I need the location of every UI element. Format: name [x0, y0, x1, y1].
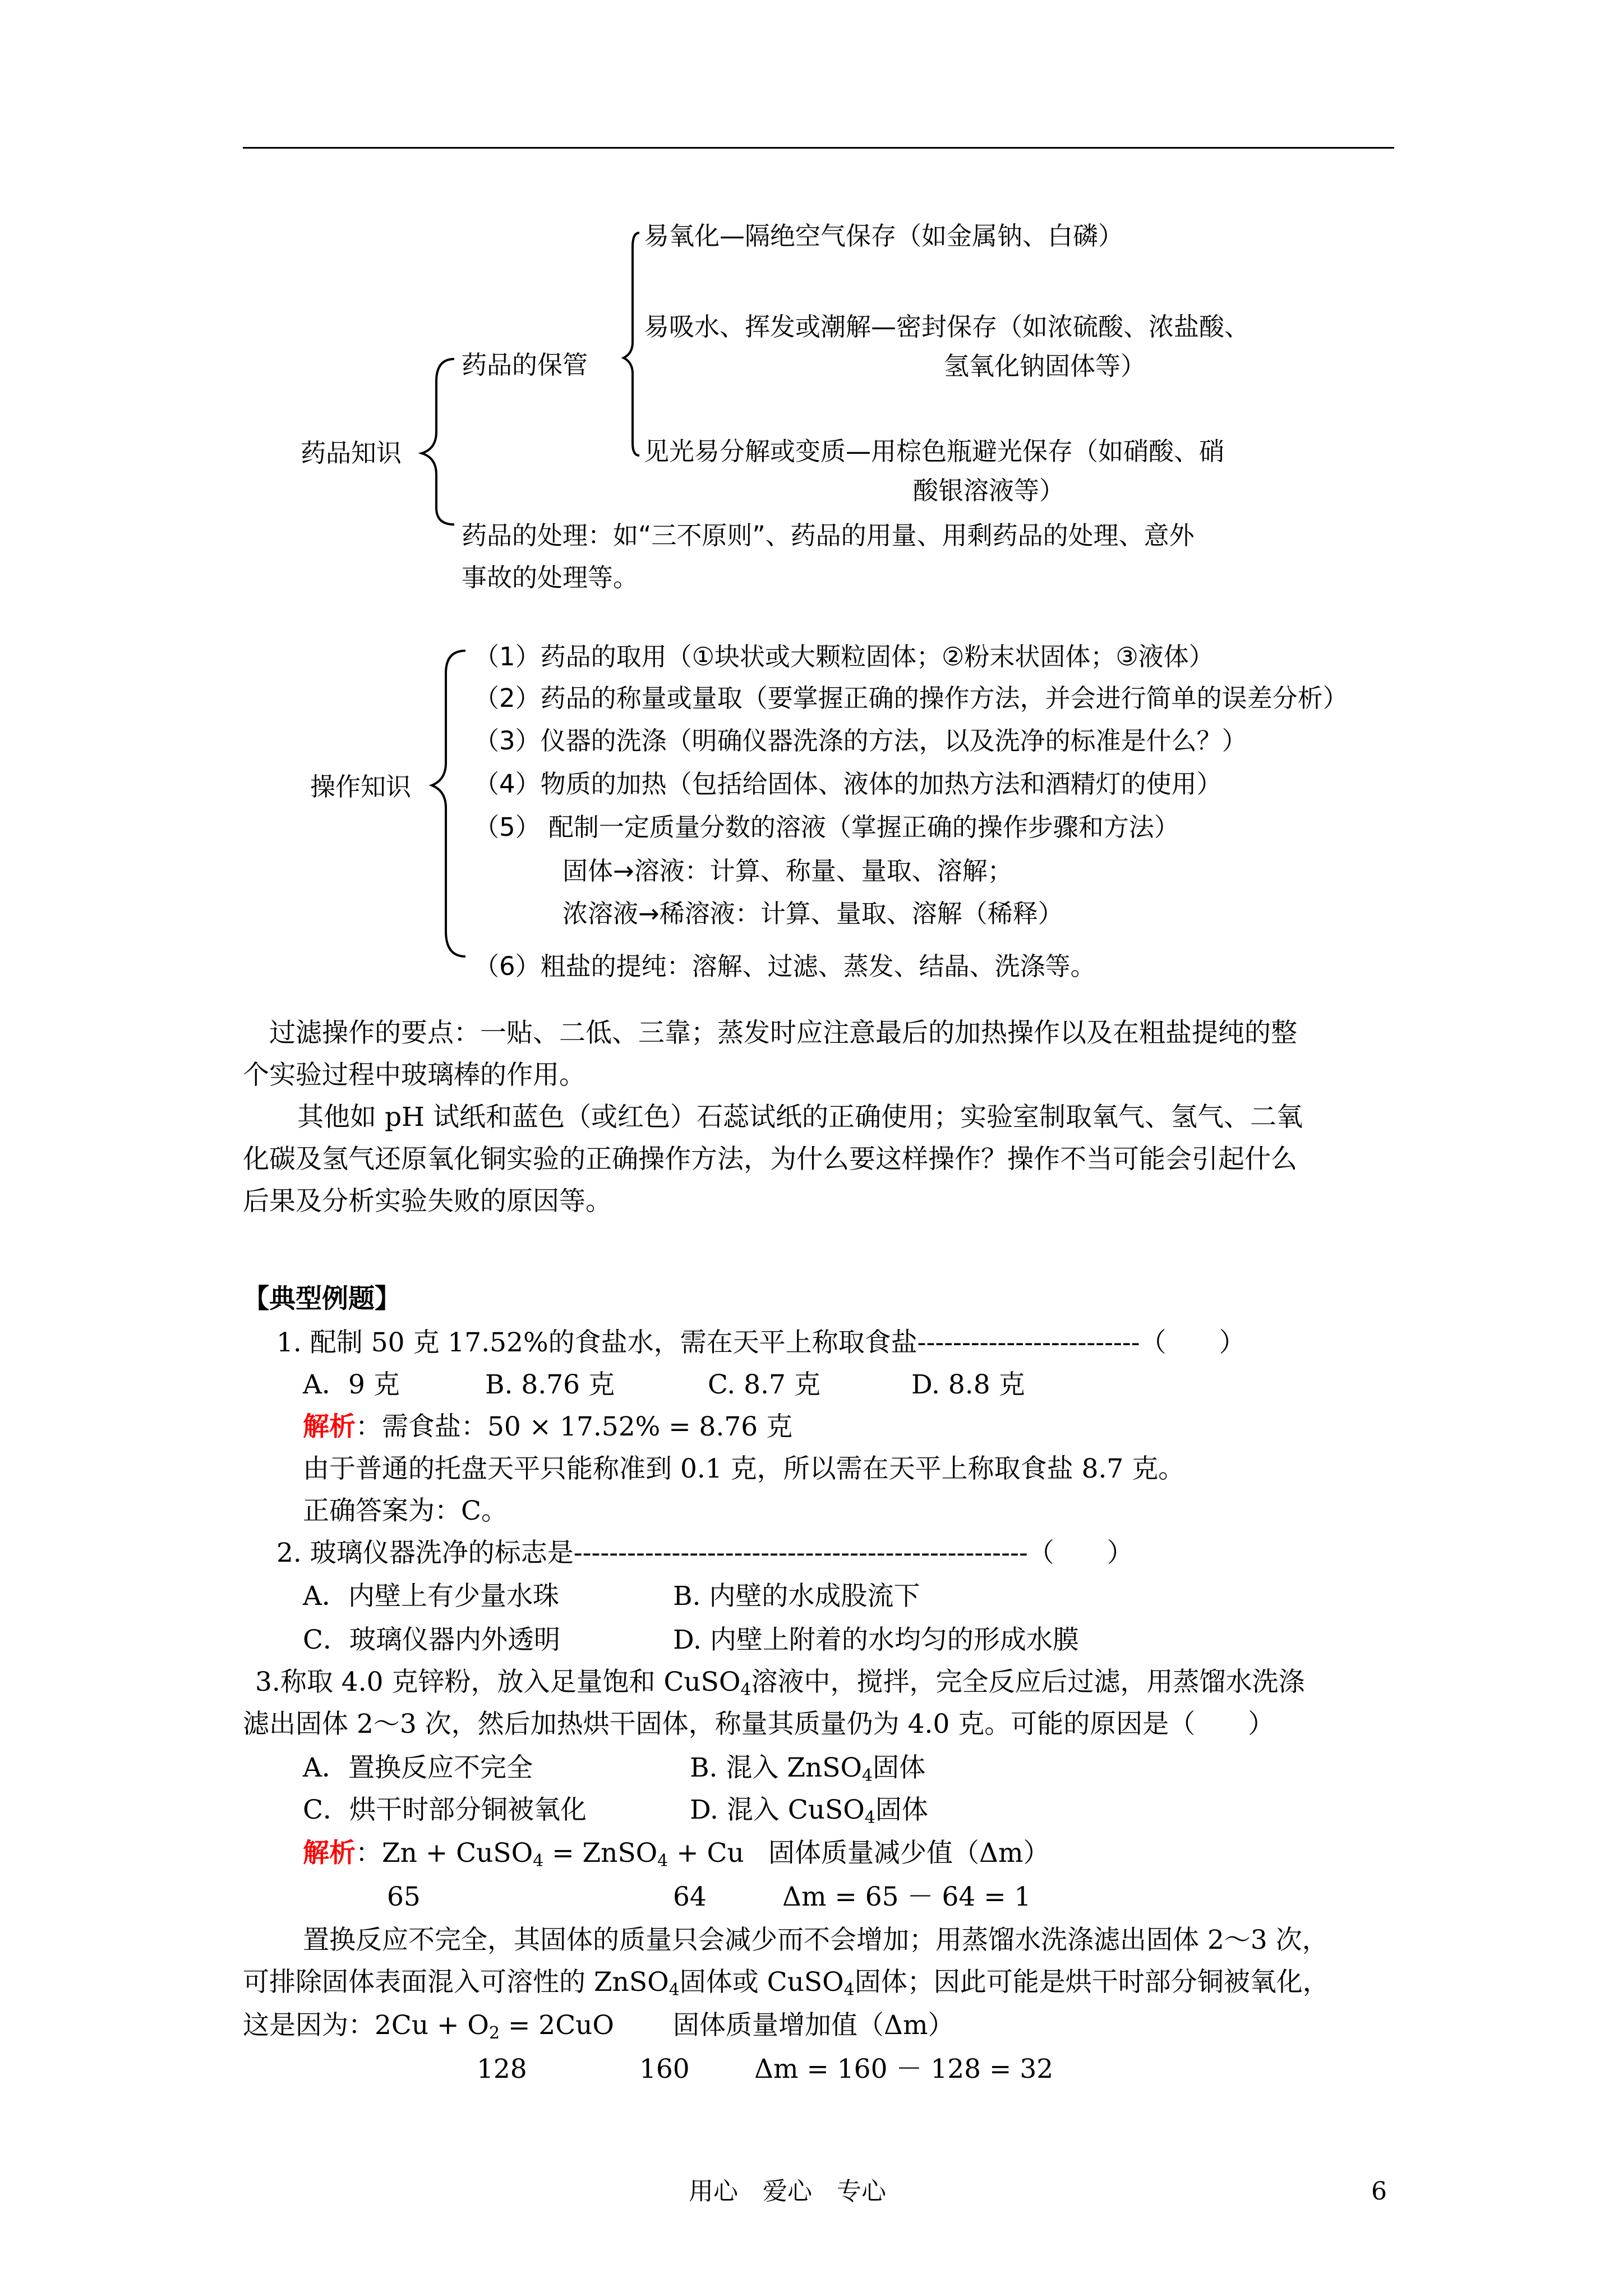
q1-analysis: 解析：需食盐：50 × 17.52% = 8.76 克: [303, 1411, 793, 1442]
q3-para-line1: 置换反应不完全，其固体的质量只会减少而不会增加；用蒸馏水洗涤滤出固体 2～3 次，: [303, 1925, 1329, 1955]
q3-option-c: C．烘干时部分铜被氧化: [303, 1795, 587, 1825]
page-number: 6: [1371, 2177, 1387, 2206]
inner-brace-1: [624, 233, 639, 455]
op-item-3: （3）仪器的洗涤（明确仪器洗涤的方法，以及洗净的标准是什么？）: [474, 726, 1247, 756]
op-item-1: （1）药品的取用（①块状或大颗粒固体；②粉末状固体；③液体）: [474, 642, 1214, 671]
q3-para-note: 固体质量增加值（Δm）: [673, 2010, 955, 2041]
op-item-4: （4）物质的加热（包括给固体、液体的加热方法和酒精灯的使用）: [474, 769, 1222, 799]
para1-line1: 过滤操作的要点：一贴、二低、三靠；蒸发时应注意最后的加热操作以及在粗盐提纯的整: [269, 1018, 1297, 1048]
storage-label: 药品的保管: [462, 350, 588, 380]
q3-para-line2: 可排除固体表面混入可溶性的 ZnSO$_4$固体或 CuSO$_4$固体；因此可能是烘干时部分铜被氧化，: [243, 1967, 1329, 2000]
op-item-5a: 固体→溶液：计算、称量、量取、溶解；: [562, 856, 1013, 886]
q2-option-a: A．内壁上有少量水珠: [303, 1581, 559, 1612]
para2-line2: 化碳及氢气还原氧化铜实验的正确操作方法，为什么要这样操作？操作不当可能会引起什么: [243, 1144, 1297, 1175]
q1-analysis-line2: 由于普通的托盘天平只能称准到 0.1 克，所以需在天平上称取食盐 8.7 克。: [303, 1453, 1185, 1484]
q3-num-65: 65: [387, 1881, 421, 1912]
q3-delta-1: Δm = 65 － 64 = 1: [782, 1881, 1031, 1912]
para2-line1: 其他如 pH 试纸和蓝色（或红色）石蕊试纸的正确使用；实验室制取氧气、氢气、二氧: [297, 1102, 1303, 1133]
q3-equation: 解析：Zn + CuSO$_4$ = ZnSO$_4$ + Cu: [303, 1838, 744, 1871]
op-item-2: （2）药品的称量或量取（要掌握正确的操作方法，并会进行简单的误差分析）: [474, 683, 1348, 713]
para2-line3: 后果及分析实验失败的原因等。: [243, 1186, 612, 1217]
q3-num-160: 160: [639, 2054, 690, 2085]
op-item-5b: 浓溶液→稀溶液：计算、量取、溶解（稀释）: [562, 899, 1063, 928]
handling-line2: 事故的处理等。: [462, 563, 639, 592]
q1-option-d: D. 8.8 克: [911, 1369, 1025, 1400]
storage-item-1: 易氧化—隔绝空气保存（如金属钠、白磷）: [644, 221, 1124, 251]
q2-stem: 2. 玻璃仪器洗净的标志是---------------------------------------------------（ ）: [276, 1538, 1133, 1568]
q1-answer: 正确答案为：C。: [303, 1496, 508, 1526]
storage-item-2-line2: 氢氧化钠固体等）: [944, 351, 1146, 381]
diagram2-root: 操作知识: [310, 772, 412, 802]
q3-eq-note: 固体质量减少值（Δm）: [768, 1838, 1050, 1869]
q3-num-128: 128: [477, 2054, 527, 2085]
q1-option-b: B. 8.76 克: [485, 1369, 615, 1400]
storage-item-3-line2: 酸银溶液等）: [913, 476, 1065, 505]
q3-option-b: B. 混入 ZnSO$_4$固体: [690, 1752, 926, 1786]
q3-option-d: D. 混入 CuSO$_4$固体: [690, 1795, 928, 1828]
para1-line2: 个实验过程中玻璃棒的作用。: [243, 1060, 585, 1091]
section-title: 【典型例题】: [243, 1283, 401, 1314]
q3-option-a: A．置换反应不完全: [303, 1752, 533, 1783]
storage-item-2-line1: 易吸水、挥发或潮解—密封保存（如浓硫酸、浓盐酸、: [644, 312, 1250, 342]
q2-option-c: C．玻璃仪器内外透明: [303, 1625, 560, 1655]
outer-brace-1: [422, 359, 454, 524]
q3-delta-32: Δm = 160 － 128 = 32: [754, 2054, 1054, 2085]
q3-stem-line2: 滤出固体 2～3 次，然后加热烘干固体，称量其质量仍为 4.0 克。可能的原因是（ ）: [243, 1709, 1275, 1740]
footer-motto: 用心 爱心 专心: [689, 2177, 886, 2206]
diagram1-root: 药品知识: [301, 438, 402, 468]
q2-option-d: D. 内壁上附着的水均匀的形成水膜: [673, 1625, 1079, 1655]
op-item-6: （6）粗盐的提纯：溶解、过滤、蒸发、结晶、洗涤等。: [474, 951, 1096, 981]
q3-para-line3: 这是因为：$2Cu + O_2 = 2CuO$: [243, 2010, 614, 2043]
q1-stem: 1. 配制 50 克 17.52%的食盐水，需在天平上称取食盐-------------------------（ ）: [276, 1327, 1246, 1358]
q3-num-64: 64: [673, 1881, 707, 1912]
analysis-label: 解析: [303, 1411, 356, 1442]
q3-stem-line1: 3.称取 4.0 克锌粉，放入足量饱和 CuSO$_4$溶液中，搅拌，完全反应后过滤，用蒸馏水洗涤: [255, 1667, 1305, 1700]
outer-brace-2: [432, 651, 465, 956]
q2-option-b: B. 内壁的水成股流下: [673, 1581, 920, 1612]
q1-option-c: C. 8.7 克: [708, 1369, 820, 1400]
storage-item-3-line1: 见光易分解或变质—用棕色瓶避光保存（如硝酸、硝: [644, 436, 1225, 466]
q1-option-a: A．9 克: [303, 1369, 400, 1400]
handling-line1: 药品的处理：如“三不原则”、药品的用量、用剩药品的处理、意外: [462, 521, 1195, 550]
op-item-5: （5） 配制一定质量分数的溶液（掌握正确的操作步骤和方法）: [474, 812, 1179, 842]
